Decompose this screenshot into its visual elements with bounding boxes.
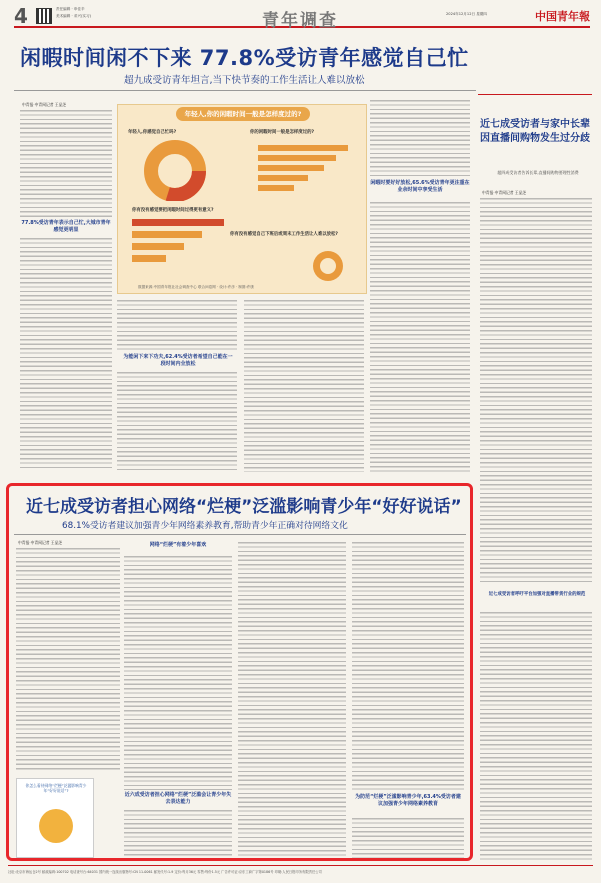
infographic-source: 数据来源:中国青年报社社会调查中心 联合问卷网 · 设计:许彦 · 制图:许康 bbox=[138, 285, 254, 289]
feature-subheadline: 68.1%受访者建议加强青少年网络素养教育,帮助青少年正确对待网络文化 bbox=[62, 521, 348, 531]
lead-subhead-2: 为能闲下来下功夫,62.4%受访者希望自己能在一段时间内全放松 bbox=[123, 354, 233, 367]
bar-chart bbox=[258, 141, 362, 201]
donut-chart bbox=[130, 139, 220, 201]
feature-body-col2b bbox=[124, 810, 232, 858]
right-byline: 中青报·中青网记者 王品芝 bbox=[482, 190, 527, 195]
feature-headline: 近七成受访者担心网络“烂梗”泛滥影响青少年“好好说话” bbox=[26, 497, 462, 517]
lead-subhead-3: 闲暇时要好好放松,65.6%受访青年更注重在业余时间中享受生活 bbox=[370, 180, 470, 193]
right-body bbox=[480, 198, 592, 582]
infographic-q4: 你有没有感觉自己下班后或周末工作生活让人难以放松? bbox=[230, 232, 338, 237]
header-meta-1: 责任编辑 · 申佳辛 bbox=[56, 7, 85, 11]
figure-illustration bbox=[298, 249, 358, 283]
lead-subheadline: 超九成受访青年坦言,当下快节奏的工作生活让人难以放松 bbox=[124, 75, 365, 86]
infographic-q2: 你的闲暇时间一般是怎样度过的? bbox=[250, 130, 315, 135]
feature-illustration bbox=[16, 778, 94, 858]
feature-body-col2a bbox=[124, 556, 232, 790]
right-subheadline: 超四成受访者告诉长辈,直播间购物要理性消费 bbox=[497, 170, 579, 175]
header-meta-2: 美术编辑 · 邓兴(实习) bbox=[56, 14, 91, 18]
brand-logo: 中国青年報 bbox=[535, 10, 590, 23]
feature-subhead-3: 近六成受访者担心网络“烂梗”泛滥会让青少年失去表达能力 bbox=[124, 792, 232, 805]
lead-headline: 闲暇时间闲不下来 77.8%受访青年感觉自己忙 bbox=[20, 46, 469, 70]
feature-body-col4a bbox=[352, 542, 464, 792]
feature-body-col1 bbox=[16, 548, 120, 772]
lead-body-col4b bbox=[370, 202, 470, 472]
page-number: 4 bbox=[14, 4, 28, 28]
right-body-2 bbox=[480, 612, 592, 860]
section-title: 青年调查 bbox=[262, 11, 338, 31]
right-headline: 近七成受访者与家中长辈因直播间购物发生过分歧 bbox=[480, 119, 590, 144]
illustration-caption: 你怎么看待网络“烂梗”泛滥影响青少年“好好说话”? bbox=[25, 783, 87, 793]
header-date: 2024年12月12日 星期四 bbox=[446, 12, 487, 16]
infographic-q3: 你有没有感觉要把闲暇时间过得更有意义? bbox=[132, 208, 214, 213]
illustration-graphic bbox=[39, 809, 73, 843]
page-footer: 社址:北京市海运仓2号 邮政编码:100702 电话查号台:64031 国内统一连续出版物号:CN 11-0061 邮发代号:1-9 定价:每月36元 零售:每份1.5元 广告许可证:京东工商广字第0186号 印刷:人民日报印务有限责任公司 bbox=[8, 865, 593, 874]
lead-body-col2b bbox=[117, 372, 237, 472]
bar-chart-2 bbox=[132, 215, 232, 281]
feature-body-col4b bbox=[352, 818, 464, 858]
infographic-q1: 年轻人,你感觉自己忙吗? bbox=[128, 130, 177, 135]
feature-body-col3 bbox=[238, 542, 346, 858]
lead-subhead-1: 77.8%受访青年表示自己忙,大城市青年感觉更明显 bbox=[21, 220, 111, 233]
feature-byline: 中青报·中青网记者 王品芝 bbox=[18, 540, 63, 545]
lead-body-col2a bbox=[117, 300, 237, 352]
page-header bbox=[14, 4, 590, 31]
infographic-title: 年轻人,你的闲暇时间一般是怎样度过的? bbox=[176, 107, 310, 121]
lead-body-col4a bbox=[370, 100, 470, 178]
lead-body-col3 bbox=[244, 300, 364, 472]
qr-code-icon bbox=[36, 8, 52, 24]
divider bbox=[478, 94, 592, 95]
right-second-headline: 近七成受访者呼吁平台加强对直播带货行业的规范 bbox=[488, 592, 586, 597]
infographic bbox=[117, 104, 367, 294]
lead-body-col1 bbox=[20, 110, 112, 218]
divider bbox=[14, 534, 466, 535]
divider bbox=[14, 90, 476, 91]
feature-subhead-2: 为防范“烂梗”泛滥影响青少年,63.4%受访者建议加强青少年网络素养教育 bbox=[355, 794, 461, 807]
lead-byline: 中青报·中青网记者 王品芝 bbox=[22, 102, 67, 107]
lead-body-col1b bbox=[20, 238, 112, 470]
feature-subhead-1: 网络“烂梗”有着少年喜欢 bbox=[149, 542, 207, 548]
